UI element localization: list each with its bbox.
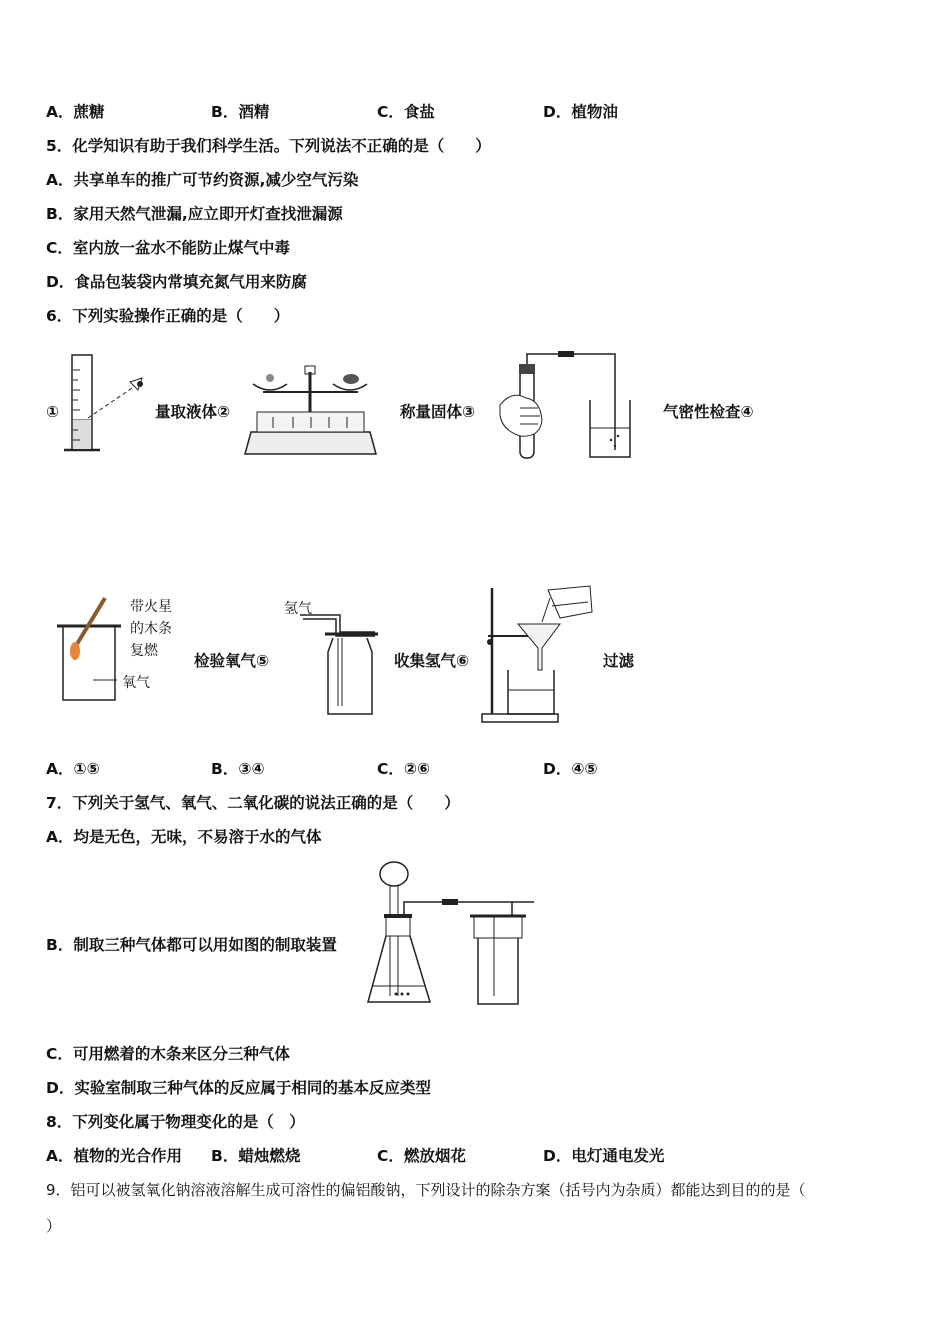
q6-option-d: D．④⑤ <box>543 760 598 778</box>
oxygen-test-figure <box>55 596 125 706</box>
fig-label-3: 称量固体③ <box>400 403 476 421</box>
q5-option-b: B．家用天然气泄漏,应立即开灯查找泄漏源 <box>46 205 343 223</box>
filtration-figure <box>480 578 605 726</box>
q7-option-a: A．均是无色，无味，不易溶于水的气体 <box>46 828 322 846</box>
q9-stem: 9．铝可以被氢氧化钠溶液溶解生成可溶性的偏铝酸钠，下列设计的除杂方案（括号内为杂质）都能达到目的的是（ <box>46 1181 806 1199</box>
q8-stem: 8．下列变化属于物理变化的是（ ） <box>46 1113 305 1131</box>
q5-option-c: C．室内放一盆水不能防止煤气中毒 <box>46 239 290 257</box>
q7-option-d: D．实验室制取三种气体的反应属于相同的基本反应类型 <box>46 1079 431 1097</box>
q4-option-c: C．食盐 <box>377 103 435 121</box>
q4-option-d: D．植物油 <box>543 103 618 121</box>
q6-option-a: A．①⑤ <box>46 760 100 778</box>
q6-option-c: C．②⑥ <box>377 760 431 778</box>
fig-label-7: 过滤 <box>603 652 635 670</box>
q8-option-c: C．燃放烟花 <box>377 1147 466 1165</box>
q4-option-b: B．酒精 <box>211 103 270 121</box>
q7-option-c: C．可用燃着的木条来区分三种气体 <box>46 1045 290 1063</box>
q7-stem: 7．下列关于氢气、氧气、二氧化碳的说法正确的是（ ） <box>46 794 460 812</box>
fig-label-1: ① <box>46 403 60 421</box>
q8-option-d: D．电灯通电发光 <box>543 1147 665 1165</box>
q8-option-a: A．植物的光合作用 <box>46 1147 182 1165</box>
q6-stem: 6．下列实验操作正确的是（ ） <box>46 307 290 325</box>
fig-label-5: 检验氧气⑤ <box>194 652 270 670</box>
fig-label-2: 量取液体② <box>155 403 231 421</box>
air-tightness-figure <box>490 350 640 462</box>
q8-option-b: B．蜡烛燃烧 <box>211 1147 301 1165</box>
oxygen-label: 氧气 <box>122 675 150 691</box>
balance-figure <box>243 362 378 457</box>
q7-option-b: B．制取三种气体都可以用如图的制取装置 <box>46 936 337 954</box>
gas-generation-apparatus <box>362 858 537 1010</box>
q5-option-a: A．共享单车的推广可节约资源,减少空气污染 <box>46 171 359 189</box>
fig-label-6: 收集氢气⑥ <box>394 652 470 670</box>
hydrogen-collection-figure <box>300 610 385 715</box>
q5-option-d: D．食品包装袋内常填充氮气用来防腐 <box>46 273 307 291</box>
splint-label-3: 复燃 <box>130 643 158 659</box>
graduated-cylinder-figure <box>60 350 150 460</box>
hydrogen-label: 氢气 <box>284 601 312 617</box>
fig-label-4: 气密性检查④ <box>663 403 754 421</box>
splint-label-2: 的木条 <box>130 621 172 637</box>
q4-option-a: A．蔗糖 <box>46 103 105 121</box>
splint-label-1: 带火星 <box>130 599 172 615</box>
q6-option-b: B．③④ <box>211 760 265 778</box>
q9-stem-continued: ） <box>46 1217 62 1235</box>
q5-stem: 5．化学知识有助于我们科学生活。下列说法不正确的是（ ） <box>46 137 491 155</box>
